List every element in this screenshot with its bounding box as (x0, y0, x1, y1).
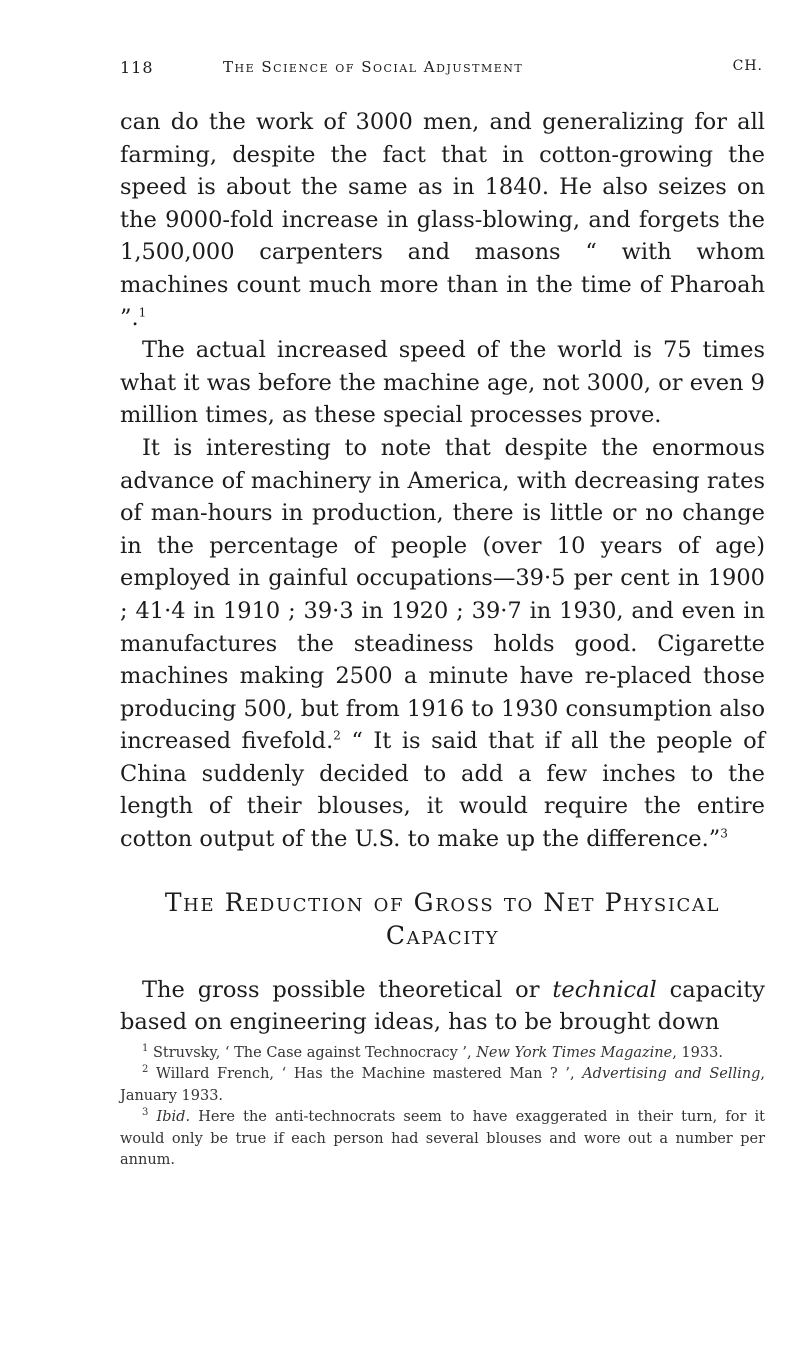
footnote-ref-1: 1 (138, 305, 147, 320)
footnote-3 (120, 1107, 765, 1172)
book-page (120, 58, 765, 1172)
footnote-text: , January 1933. (120, 1066, 765, 1104)
paragraph-text: The gross possible theoretical or (142, 976, 553, 1003)
section-heading-line-2: Capacity (385, 920, 500, 950)
footnote-1 (120, 1043, 765, 1065)
footnote-italic: Advertising and Selling (582, 1066, 761, 1083)
paragraph-text: capacity based on engineering ideas, has to be brought down (120, 976, 765, 1036)
footnote-italic: Ibid. (156, 1109, 191, 1126)
footnote-mark: 2 (142, 1064, 149, 1076)
running-title: The Science of Social Adjustment (223, 58, 524, 76)
section-heading-line-1: The Reduction of Gross to Net Physical (164, 887, 721, 917)
paragraph-continued (120, 106, 765, 334)
section-heading (120, 886, 765, 952)
footnote-text: Struvsky, ‘ The Case against Technocracy ’, (148, 1044, 477, 1061)
paragraph (120, 432, 765, 856)
paragraph-text: “ It is said that if all the people of China suddenly decided to add a few inches to the length of their blouses, it would require the entire cotton output of the U.S. to make up the difference.” (120, 728, 765, 853)
footnote-ref-2: 2 (333, 728, 341, 743)
emphasis-technical: technical (552, 976, 657, 1003)
paragraph-text: The actual increased speed of the world is 75 times what it was before the machine age, not 3000, or even 9 million times, as these special processes prove. (120, 337, 765, 429)
footnote-ref-3: 3 (720, 826, 728, 841)
footnotes (120, 1043, 765, 1172)
footnote-text (148, 1109, 156, 1125)
paragraph-text: It is interesting to note that despite the enormous advance of machinery in America, with decreasing rates of man-hours in production, there is little or no change in the percentage of people (over 10 years of age) employed in gainful occupations—39·5 per cent in 1900 ; 41·4 in 1910 ; 39·3 in 1920 ; 39·7 in 1930, and even in manufactures the steadiness holds good. Cigarette machines making 2500 a minute have re-placed those producing 500, but from 1916 to 1930 consumption also increased fivefold. (120, 434, 766, 755)
page-number: 118 (120, 58, 154, 77)
footnote-text: Here the anti-technocrats seem to have exaggerated in their turn, for it would only be true if each person had several blouses and wore out a number per annum. (120, 1109, 765, 1169)
footnote-italic: New York Times Magazine (476, 1044, 673, 1061)
running-head (120, 58, 765, 88)
footnote-2 (120, 1064, 765, 1107)
paragraph (120, 974, 765, 1039)
footnote-mark: 1 (142, 1043, 149, 1055)
footnote-mark: 3 (142, 1107, 149, 1119)
body-text (120, 106, 765, 1039)
footnote-text: , 1933. (672, 1044, 723, 1061)
chapter-mark: CH. (732, 58, 763, 74)
footnote-text: Willard French, ‘ Has the Machine mastered Man ? ’, (148, 1066, 583, 1083)
paragraph-text: can do the work of 3000 men, and generalizing for all farming, despite the fact that in cotton-growing the speed is about the same as in 1840. He also seizes on the 9000-fold increase in glass-blowing, and forgets the 1,500,000 carpenters and masons “ with whom machines count much more than in the time of Pharoah ”. (120, 109, 765, 331)
paragraph (120, 334, 765, 432)
